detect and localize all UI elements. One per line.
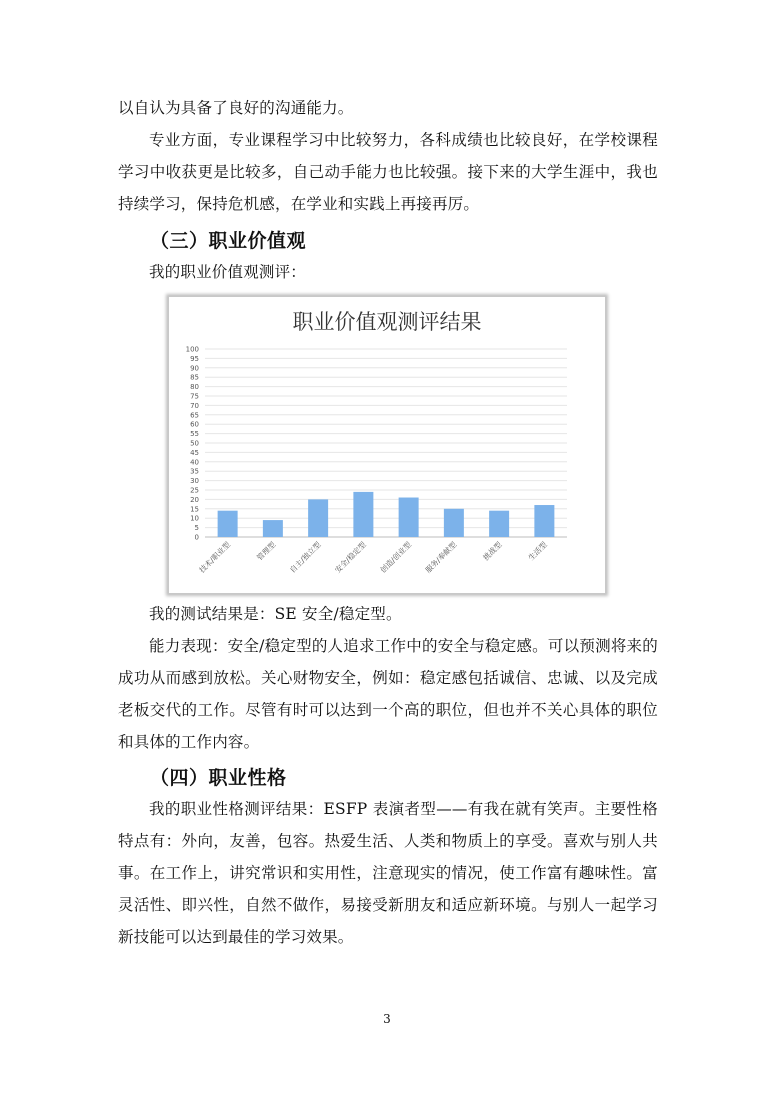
chart-x-axis [197, 539, 549, 575]
y-tick-label: 10 [190, 514, 199, 523]
x-tick-label: 创造/创业型 [378, 540, 414, 575]
y-tick-label: 75 [190, 392, 199, 401]
y-tick-label: 90 [190, 364, 199, 373]
chart-gridlines [205, 349, 567, 537]
bar-6 [444, 509, 464, 537]
y-tick-label: 30 [190, 477, 199, 486]
bar-4 [353, 492, 373, 537]
y-tick-label: 55 [190, 430, 199, 439]
y-tick-label: 45 [190, 448, 199, 457]
y-tick-label: 95 [190, 354, 199, 363]
y-tick-label: 70 [190, 401, 199, 410]
y-tick-label: 50 [190, 439, 199, 448]
chart-y-axis [186, 346, 199, 542]
y-tick-label: 85 [190, 373, 199, 382]
bar-8 [534, 505, 554, 537]
bar-2 [263, 520, 283, 537]
bar-1 [218, 511, 238, 537]
chart-bars [218, 492, 555, 537]
x-tick-label: 管理型 [255, 540, 278, 563]
bar-5 [399, 498, 419, 537]
heading-career-values: （三）职业价值观 [150, 230, 307, 252]
heading-career-personality: （四）职业性格 [150, 767, 287, 789]
paragraph-test-result: 我的测试结果是：SE 安全/稳定型。 [149, 605, 402, 623]
bar-7 [489, 511, 509, 537]
y-tick-label: 40 [190, 458, 199, 467]
career-values-chart [168, 296, 606, 594]
x-tick-label: 技术/职业型 [197, 540, 233, 575]
x-tick-label: 自主/独立型 [287, 540, 323, 575]
chart-canvas [169, 297, 605, 593]
y-tick-label: 20 [190, 495, 199, 504]
x-tick-label: 生活型 [526, 540, 549, 563]
x-tick-label: 安全/稳定型 [333, 540, 368, 575]
y-tick-label: 80 [190, 383, 199, 392]
y-tick-label: 60 [190, 420, 199, 429]
y-tick-label: 65 [190, 411, 199, 420]
paragraph-major-study: 专业方面，专业课程学习中比较努力，各科成绩也比较良好，在学校课程学习中收获更是比较多，自己动手能力也比较强。接下来的大学生涯中，我也持续学习，保持危机感，在学业和实践上再接再厉。 [118, 131, 658, 213]
y-tick-label: 25 [190, 486, 199, 495]
y-tick-label: 15 [190, 505, 199, 514]
x-tick-label: 挑战型 [481, 540, 504, 563]
chart-title: 职业价值观测评结果 [292, 310, 482, 334]
y-tick-label: 5 [194, 524, 199, 533]
paragraph-personality: 我的职业性格测评结果：ESFP 表演者型——有我在就有笑声。主要性格特点有：外向，友善，包容。热爱生活、人类和物质上的享受。喜欢与别人共事。在工作上，讲究常识和实用性，注意现实的情况，使工作富有趣味性。富灵活性、即兴性，自然不做作，易接受新朋友和适应新环境。与别人一起学习 新技能可以达到最佳的学习效果。 [118, 800, 658, 946]
paragraph-communication: 以自认为具备了良好的沟通能力。 [118, 99, 354, 117]
bar-3 [308, 499, 328, 537]
paragraph-ability: 能力表现：安全/稳定型的人追求工作中的安全与稳定感。可以预测将来的成功从而感到放松。关心财物安全，例如：稳定感包括诚信、忠诚、以及完成老板交代的工作。尽管有时可以达到一个高的职位，但也并不关心具体的职位和具体的工作内容。 [118, 637, 658, 751]
x-tick-label: 服务/奉献型 [423, 540, 459, 575]
y-tick-label: 35 [190, 467, 199, 476]
paragraph-values-intro: 我的职业价值观测评： [149, 263, 307, 281]
page-number: 3 [383, 1012, 391, 1026]
y-tick-label: 0 [194, 533, 199, 542]
y-tick-label: 100 [185, 345, 199, 354]
